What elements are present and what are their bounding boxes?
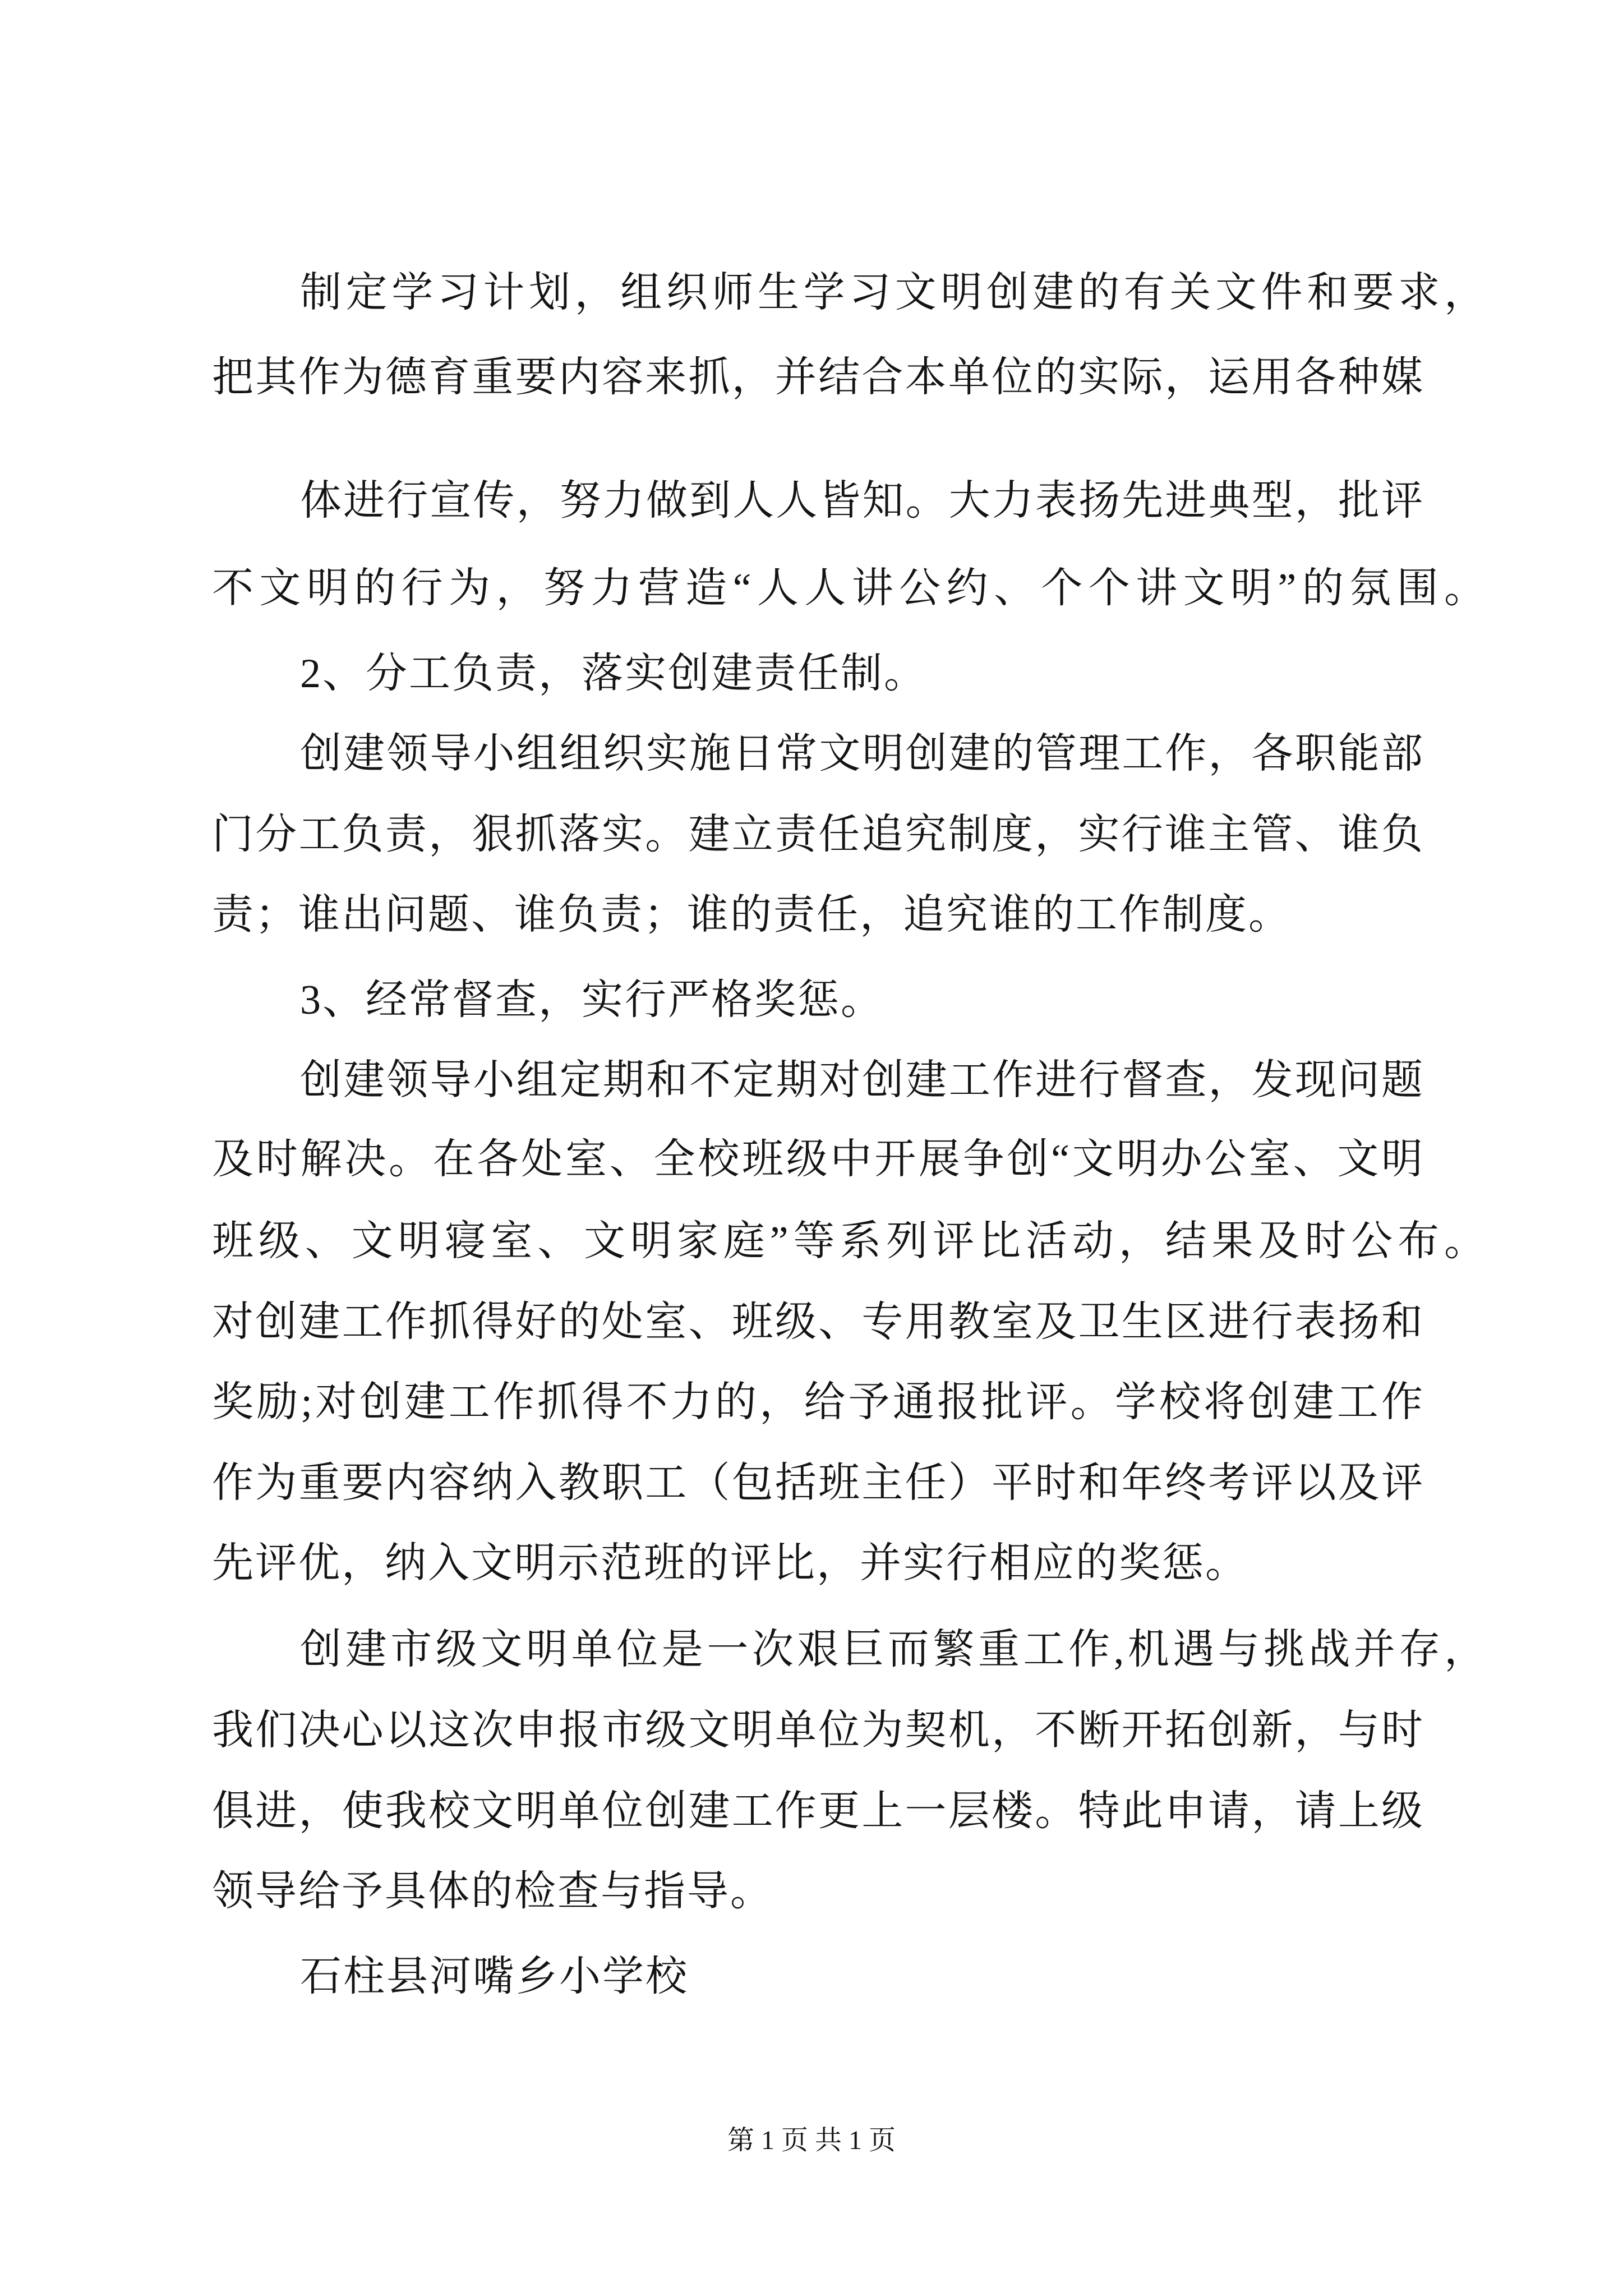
section-heading: 3、经常督查，实行严格奖惩。 — [300, 977, 884, 1023]
body-line: 对创建工作抓得好的处室、班级、专用教室及卫生区进行表扬和 — [212, 1299, 1423, 1345]
body-line: 创建领导小组定期和不定期对创建工作进行督查，发现问题 — [300, 1057, 1423, 1103]
signature-organization: 石柱县河嘴乡小学校 — [300, 1954, 689, 2000]
body-line: 先评优，纳入文明示范班的评比，并实行相应的奖惩。 — [212, 1540, 1248, 1586]
body-line: 我们决心以这次申报市级文明单位为契机，不断开拓创新，与时 — [212, 1708, 1423, 1754]
body-line: 把其作为德育重要内容来抓，并结合本单位的实际，运用各种媒 — [212, 355, 1423, 401]
body-line: 俱进，使我校文明单位创建工作更上一层楼。特此申请，请上级 — [212, 1788, 1423, 1834]
page-number-footer: 第 1 页 共 1 页 — [727, 2125, 896, 2155]
body-line: 体进行宣传，努力做到人人皆知。大力表扬先进典型，批评 — [300, 478, 1423, 524]
body-line: 奖励;对创建工作抓得不力的，给予通报批评。学校将创建工作 — [212, 1379, 1423, 1425]
body-line: 班级、文明寝室、文明家庭”等系列评比活动，结果及时公布。 — [212, 1218, 1486, 1264]
body-line: 门分工负责，狠抓落实。建立责任追究制度，实行谁主管、谁负 — [212, 812, 1423, 858]
body-line: 及时解决。在各处室、全校班级中开展争创“文明办公室、文明 — [212, 1137, 1423, 1182]
body-line: 作为重要内容纳入教职工（包括班主任）平时和年终考评以及评 — [212, 1460, 1423, 1506]
body-line: 不文明的行为，努力营造“人人讲公约、个个讲文明”的氛围。 — [212, 565, 1486, 611]
body-line: 领导给予具体的检查与指导。 — [212, 1869, 773, 1915]
body-line: 创建市级文明单位是一次艰巨而繁重工作,机遇与挑战并存， — [300, 1627, 1486, 1673]
body-line: 制定学习计划，组织师生学习文明创建的有关文件和要求， — [300, 270, 1486, 316]
body-line: 创建领导小组组织实施日常文明创建的管理工作，各职能部 — [300, 731, 1423, 777]
body-line: 责；谁出问题、谁负责；谁的责任，追究谁的工作制度。 — [212, 892, 1292, 938]
section-heading: 2、分工负责，落实创建责任制。 — [300, 651, 927, 697]
